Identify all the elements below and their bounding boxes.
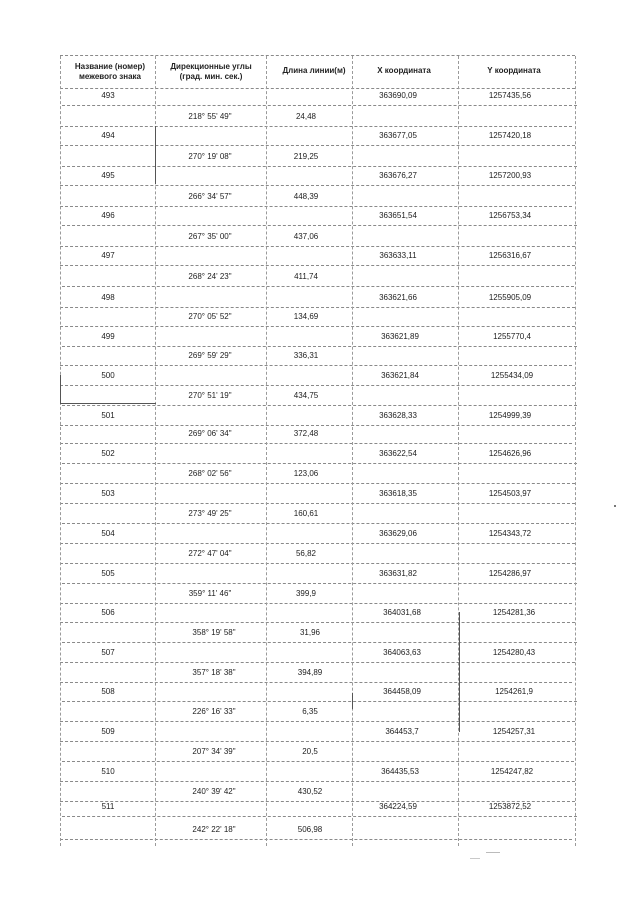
point-name: 506 xyxy=(101,608,115,617)
segment-angle: 273° 49' 25" xyxy=(188,509,232,518)
point-x: 364031,68 xyxy=(383,608,421,617)
point-y: 1254257,31 xyxy=(492,727,536,736)
point-name: 508 xyxy=(101,687,115,696)
point-x: 364458,09 xyxy=(383,687,421,696)
scan-mark xyxy=(470,858,480,859)
grid-line-horizontal xyxy=(62,761,574,762)
point-name: 501 xyxy=(101,411,115,420)
grid-line-vertical xyxy=(352,56,353,846)
grid-line-vertical xyxy=(459,612,460,732)
point-name: 495 xyxy=(101,171,115,180)
segment-length: 336,31 xyxy=(293,351,319,360)
header-length: Длина линии(м) xyxy=(282,66,346,75)
point-name: 496 xyxy=(101,211,115,220)
point-name: 507 xyxy=(101,648,115,657)
header-angle-line2: (град. мин. сек.) xyxy=(179,72,243,81)
point-y: 1256316,67 xyxy=(488,251,532,260)
grid-line-horizontal xyxy=(60,55,575,56)
grid-line-horizontal xyxy=(62,346,577,347)
grid-line-horizontal xyxy=(60,543,575,544)
segment-angle: 270° 19' 08" xyxy=(188,152,232,161)
segment-angle: 240° 39' 42" xyxy=(192,787,236,796)
point-y: 1253872,52 xyxy=(488,802,532,811)
segment-angle: 268° 02' 56" xyxy=(188,469,232,478)
point-name: 498 xyxy=(101,293,115,302)
segment-length: 399,9 xyxy=(295,589,317,598)
point-name: 510 xyxy=(101,767,115,776)
point-name: 499 xyxy=(101,332,115,341)
segment-length: 411,74 xyxy=(294,272,318,281)
point-y: 1254261,9 xyxy=(495,687,533,696)
grid-line-horizontal xyxy=(60,682,572,683)
point-y: 1254626,96 xyxy=(488,449,532,458)
point-name: 502 xyxy=(101,449,115,458)
segment-length: 372,48 xyxy=(293,429,319,438)
point-x: 364435,53 xyxy=(381,767,419,776)
point-y: 1254281,36 xyxy=(492,608,536,617)
grid-line-horizontal xyxy=(62,463,577,464)
segment-angle: 269° 06' 34" xyxy=(188,429,232,438)
grid-line-horizontal xyxy=(60,603,572,604)
grid-line-vertical xyxy=(60,375,61,403)
point-x: 363621,89 xyxy=(381,332,419,341)
point-y: 1257420,18 xyxy=(488,131,532,140)
segment-length: 31,96 xyxy=(299,628,321,637)
grid-line-horizontal xyxy=(60,326,575,327)
grid-line-horizontal xyxy=(60,365,572,366)
point-x: 363651,54 xyxy=(379,211,417,220)
grid-line-vertical xyxy=(60,56,61,846)
header-angle xyxy=(156,62,266,82)
segment-angle: 359° 11' 46" xyxy=(188,589,232,598)
segment-length: 219,25 xyxy=(293,152,319,161)
grid-line-horizontal xyxy=(60,662,575,663)
segment-length: 430,52 xyxy=(297,787,323,796)
grid-line-vertical xyxy=(155,126,156,184)
segment-length: 20,5 xyxy=(302,747,318,756)
header-x: X координата xyxy=(377,66,431,75)
header-y: Y координата xyxy=(487,66,541,75)
segment-angle: 270° 51' 19" xyxy=(188,391,232,400)
header-angle-line1: Дирекционные углы xyxy=(170,62,252,71)
scan-mark xyxy=(614,505,616,507)
point-name: 497 xyxy=(101,251,115,260)
segment-angle: 267° 35' 00" xyxy=(188,232,232,241)
segment-angle: 358° 19' 58" xyxy=(192,628,236,637)
grid-line-horizontal xyxy=(60,246,575,247)
segment-length: 160,61 xyxy=(293,509,319,518)
segment-length: 24,48 xyxy=(295,112,317,121)
grid-line-horizontal xyxy=(60,403,156,404)
point-x: 363622,54 xyxy=(379,449,417,458)
grid-line-horizontal xyxy=(62,523,574,524)
point-x: 364063,63 xyxy=(383,648,421,657)
grid-line-horizontal xyxy=(60,385,575,386)
segment-angle: 269° 59' 29" xyxy=(188,351,232,360)
point-x: 363633,11 xyxy=(379,251,417,260)
point-name: 500 xyxy=(101,371,115,380)
grid-line-horizontal xyxy=(60,126,572,127)
segment-length: 437,06 xyxy=(293,232,319,241)
segment-angle: 242° 22' 18" xyxy=(192,825,236,834)
point-x: 363621,66 xyxy=(379,293,417,302)
segment-angle: 266° 34' 57" xyxy=(188,192,232,201)
point-y: 1257435,56 xyxy=(488,91,532,100)
grid-line-horizontal xyxy=(62,105,577,106)
grid-line-horizontal xyxy=(60,721,575,722)
point-x: 363618,35 xyxy=(379,489,417,498)
segment-angle: 218° 55' 49" xyxy=(188,112,232,121)
grid-line-vertical xyxy=(352,693,353,709)
point-x: 363621,84 xyxy=(381,371,419,380)
point-y: 1254280,43 xyxy=(492,648,536,657)
segment-angle: 270° 05' 52" xyxy=(188,312,232,321)
point-y: 1254503,97 xyxy=(488,489,532,498)
segment-length: 123,06 xyxy=(293,469,319,478)
point-name: 493 xyxy=(101,91,115,100)
point-x: 363690,09 xyxy=(379,91,417,100)
grid-line-vertical xyxy=(266,56,267,846)
header-name-line1: Название (номер) xyxy=(74,62,146,71)
point-y: 1254343,72 xyxy=(488,529,532,538)
grid-line-horizontal xyxy=(60,145,575,146)
point-x: 364224,59 xyxy=(379,802,417,811)
segment-angle: 272° 47' 04" xyxy=(188,549,232,558)
point-x: 363629,06 xyxy=(379,529,417,538)
grid-line-horizontal xyxy=(62,701,577,702)
scan-mark xyxy=(486,852,500,853)
point-x: 363628,33 xyxy=(379,411,417,420)
point-name: 504 xyxy=(101,529,115,538)
point-name: 511 xyxy=(101,802,115,811)
header-name xyxy=(62,62,158,82)
grid-line-horizontal xyxy=(60,206,572,207)
header-name-line2: межевого знака xyxy=(78,72,142,81)
point-y: 1257200,93 xyxy=(488,171,532,180)
grid-line-horizontal xyxy=(60,265,575,266)
grid-line-horizontal xyxy=(60,839,572,840)
grid-line-horizontal xyxy=(60,503,575,504)
segment-angle: 226° 16' 33" xyxy=(192,707,236,716)
grid-line-horizontal xyxy=(60,443,572,444)
segment-angle: 207° 34' 39" xyxy=(192,747,236,756)
grid-line-horizontal xyxy=(62,286,574,287)
grid-line-horizontal xyxy=(62,166,577,167)
grid-line-horizontal xyxy=(62,583,577,584)
point-y: 1255770,4 xyxy=(493,332,531,341)
point-y: 1254999,39 xyxy=(488,411,532,420)
point-name: 503 xyxy=(101,489,115,498)
segment-length: 134,69 xyxy=(293,312,319,321)
point-x: 363677,05 xyxy=(379,131,417,140)
point-name: 509 xyxy=(101,727,115,736)
segment-length: 56,82 xyxy=(295,549,317,558)
segment-angle: 268° 24' 23" xyxy=(188,272,232,281)
point-x: 363676,27 xyxy=(379,171,417,180)
grid-line-horizontal xyxy=(60,741,575,742)
point-y: 1254247,82 xyxy=(490,767,534,776)
point-y: 1255434,09 xyxy=(490,371,534,380)
point-x: 364453,7 xyxy=(385,727,419,736)
segment-length: 448,39 xyxy=(293,192,319,201)
point-y: 1256753,34 xyxy=(488,211,532,220)
grid-line-horizontal xyxy=(62,225,577,226)
grid-line-horizontal xyxy=(62,642,577,643)
grid-line-horizontal xyxy=(60,185,575,186)
grid-line-horizontal xyxy=(60,425,575,426)
grid-line-horizontal xyxy=(60,622,575,623)
grid-line-horizontal xyxy=(60,563,575,564)
segment-length: 6,35 xyxy=(302,707,318,716)
point-x: 363631,82 xyxy=(379,569,417,578)
grid-line-horizontal xyxy=(62,816,577,817)
point-name: 505 xyxy=(101,569,115,578)
segment-length: 434,75 xyxy=(293,391,319,400)
grid-line-vertical xyxy=(575,56,576,846)
segment-length: 394,89 xyxy=(297,668,323,677)
grid-line-horizontal xyxy=(62,405,577,406)
point-name: 494 xyxy=(101,131,115,140)
grid-line-horizontal xyxy=(60,781,575,782)
point-y: 1255905,09 xyxy=(488,293,532,302)
grid-line-horizontal xyxy=(60,307,575,308)
segment-length: 506,98 xyxy=(297,825,323,834)
grid-line-horizontal xyxy=(60,483,575,484)
segment-angle: 357° 18' 38" xyxy=(192,668,236,677)
point-y: 1254286,97 xyxy=(488,569,532,578)
grid-line-horizontal xyxy=(60,88,575,89)
